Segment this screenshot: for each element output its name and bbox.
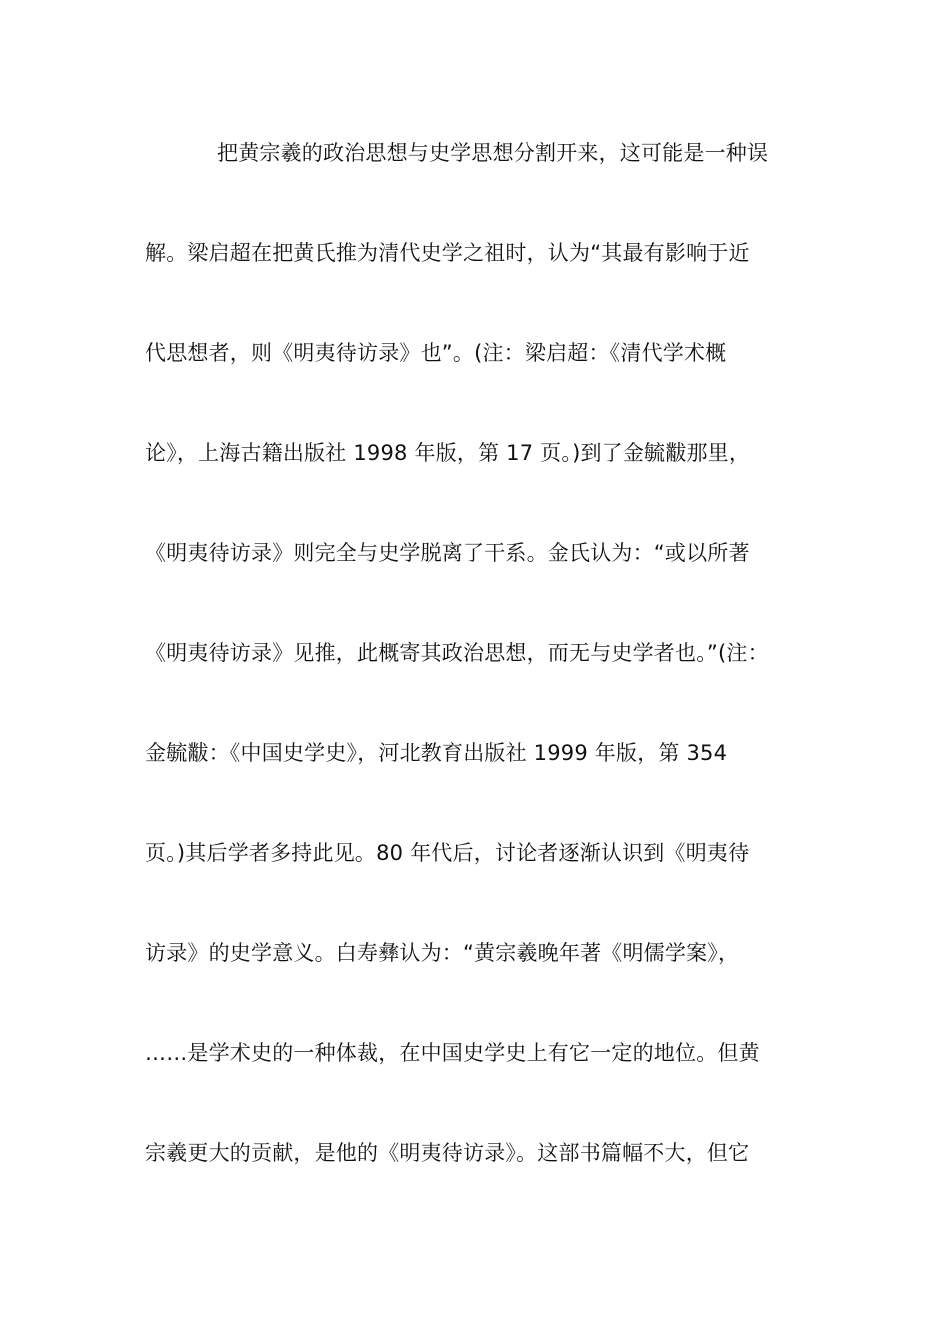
text-line-1: 把黄宗羲的政治思想与史学思想分割开来，这可能是一种误 (217, 141, 769, 165)
text-line-7: 金毓黻：《中国史学史》，河北教育出版社 1999 年版，第 354 (145, 741, 728, 765)
text-line-5: 《明夷待访录》则完全与史学脱离了干系。金氏认为：“或以所著 (145, 541, 750, 565)
text-line-9: 访录》的史学意义。白寿彝认为：“黄宗羲晚年著《明儒学案》， (145, 941, 740, 965)
text-line-10: ……是学术史的一种体裁，在中国史学史上有它一定的地位。但黄 (145, 1041, 760, 1065)
text-line-11: 宗羲更大的贡献，是他的《明夷待访录》。这部书篇幅不大，但它 (145, 1141, 750, 1165)
text-line-4: 论》，上海古籍出版社 1998 年版，第 17 页。)到了金毓黻那里， (145, 441, 751, 465)
text-line-2: 解。梁启超在把黄氏推为清代史学之祖时，认为“其最有影响于近 (145, 241, 750, 265)
body-paragraph (145, 128, 825, 1228)
text-line-3: 代思想者，则《明夷待访录》也”。(注：梁启超：《清代学术概 (145, 341, 727, 365)
text-line-6: 《明夷待访录》见推，此概寄其政治思想，而无与史学者也。”(注： (145, 641, 769, 665)
text-line-8: 页。)其后学者多持此见。80 年代后，讨论者逐渐认识到《明夷待 (145, 841, 750, 865)
